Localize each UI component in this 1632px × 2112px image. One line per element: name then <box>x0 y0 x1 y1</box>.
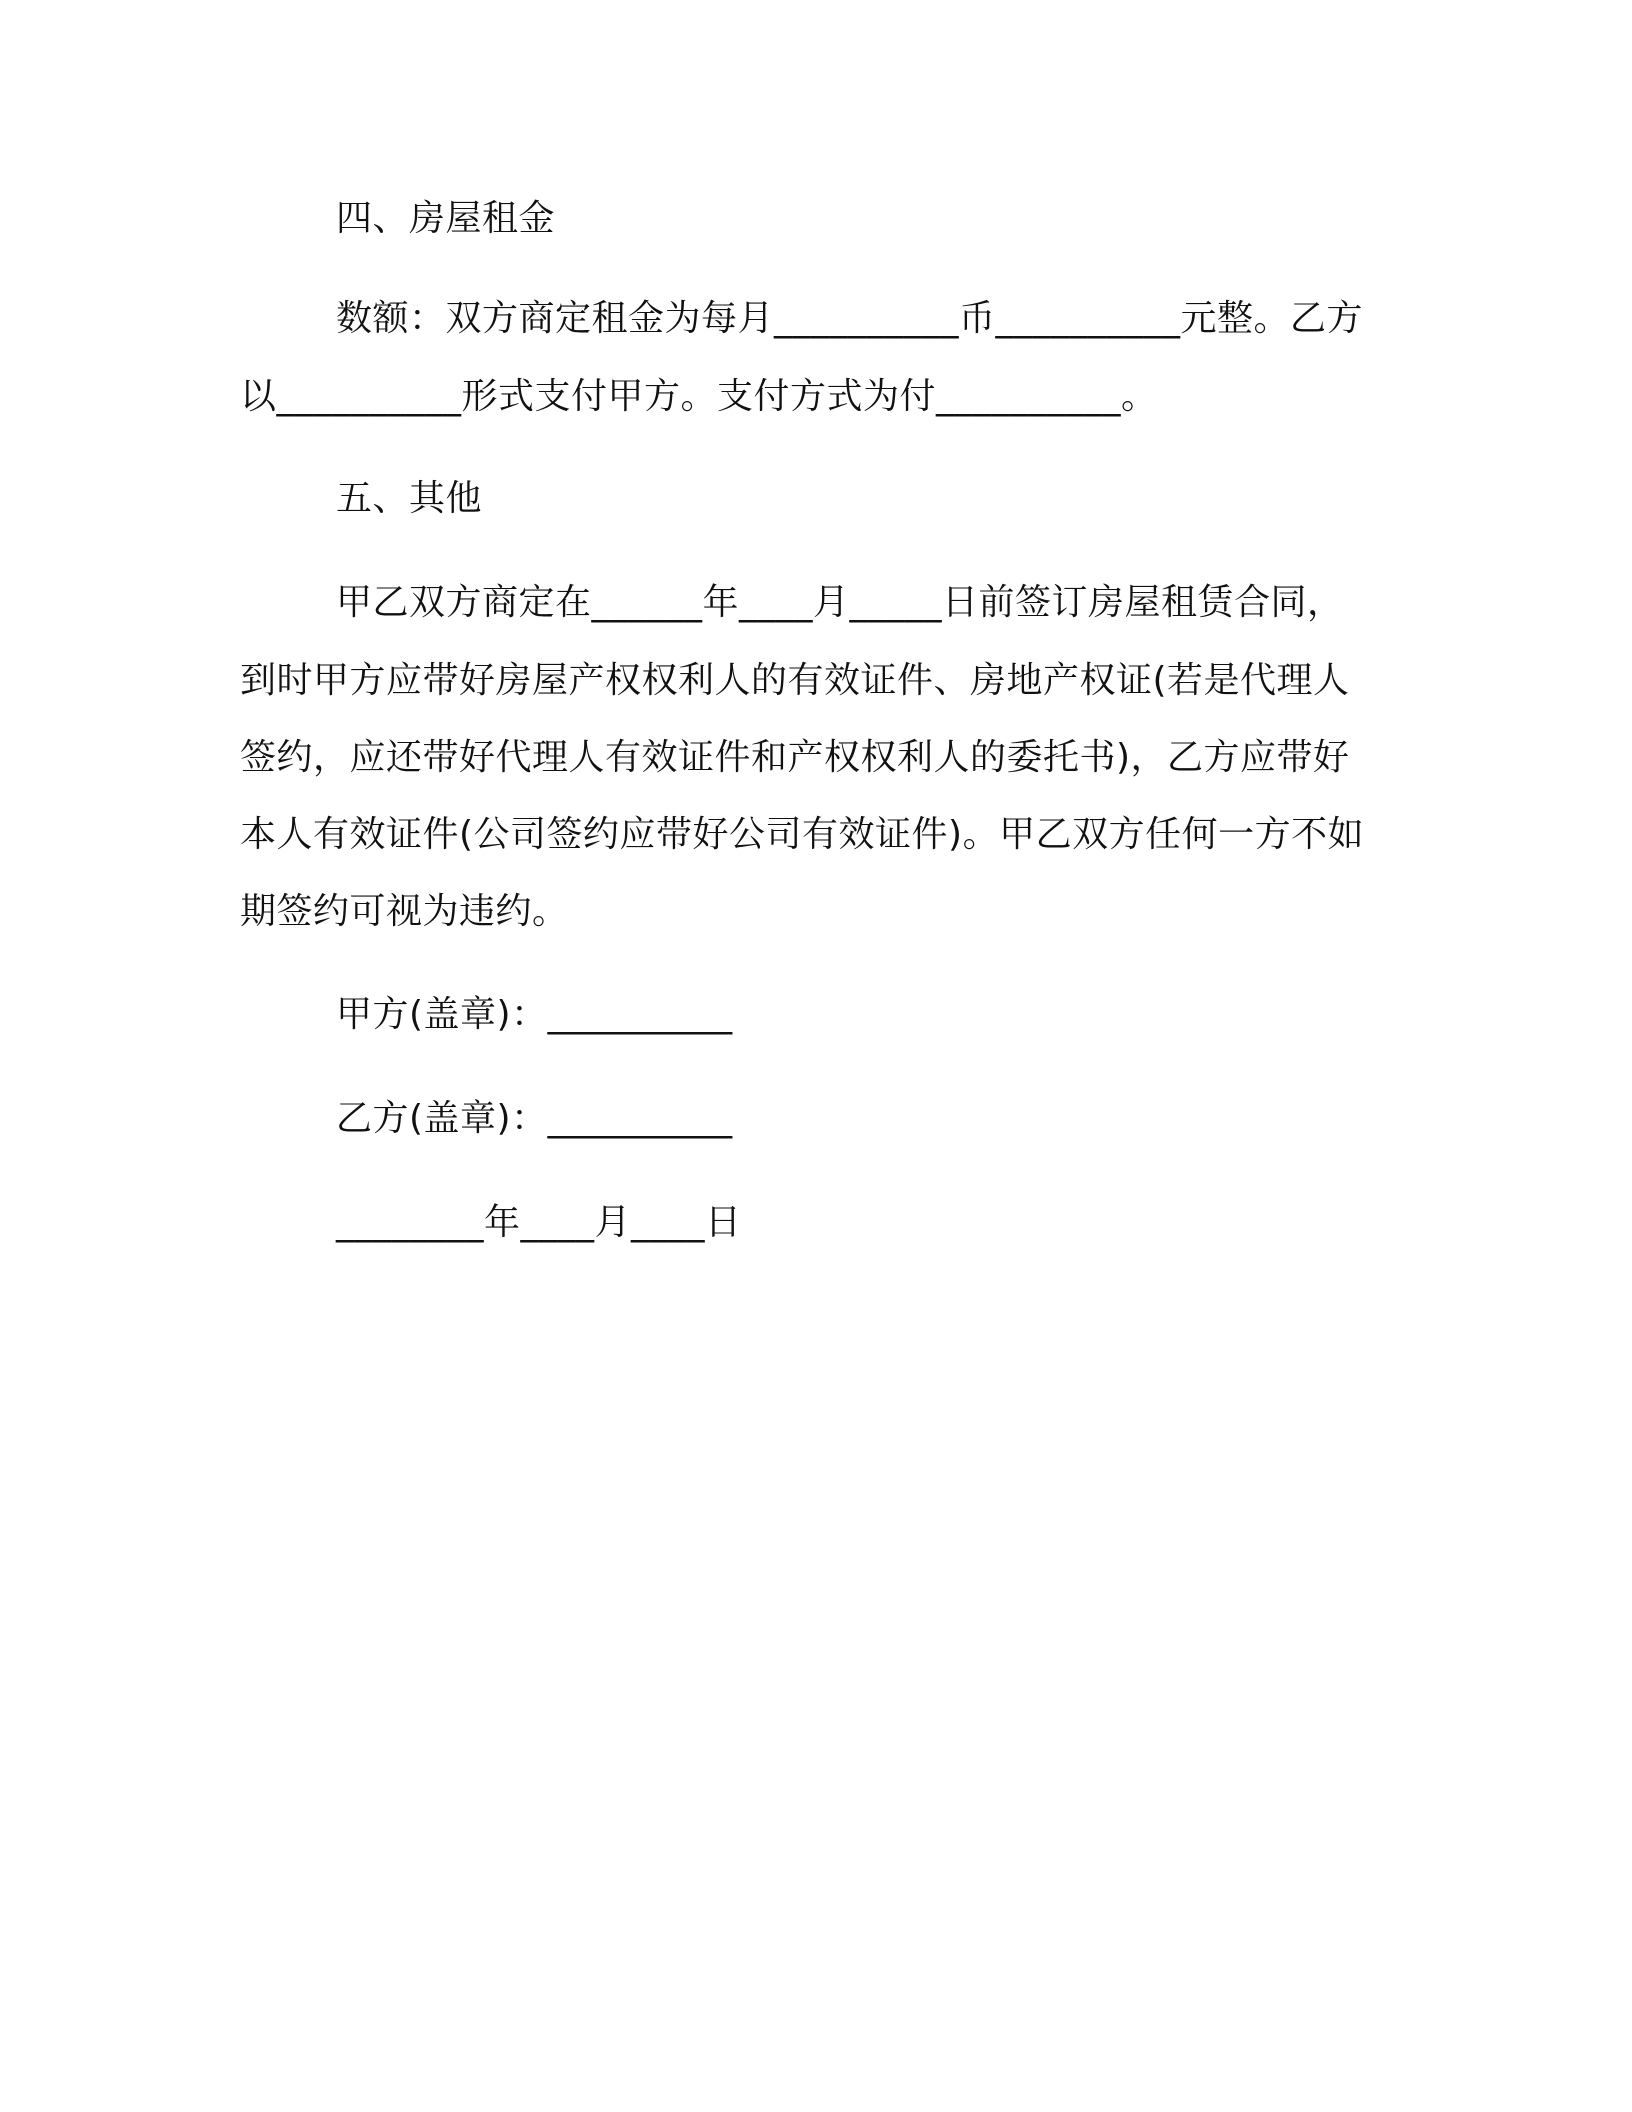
party-b-signature: 乙方(盖章)：__________ <box>336 1098 733 1139</box>
rent-amount-line-2: 以__________形式支付甲方。支付方式为付__________。 <box>240 376 1158 417</box>
other-paragraph-line-3: 签约，应还带好代理人有效证件和产权权利人的委托书)，乙方应带好 <box>240 737 1350 778</box>
rent-amount-line-1: 数额：双方商定租金为每月__________币__________元整。乙方 <box>336 298 1364 339</box>
other-paragraph-line-1: 甲乙双方商定在______年____月_____日前签订房屋租赁合同， <box>336 582 1344 623</box>
other-paragraph-line-2: 到时甲方应带好房屋产权权利人的有效证件、房地产权证(若是代理人 <box>240 660 1350 701</box>
other-paragraph-line-5: 期签约可视为违约。 <box>240 891 569 932</box>
other-paragraph-line-4: 本人有效证件(公司签约应带好公司有效证件)。甲乙双方任何一方不如 <box>240 814 1365 855</box>
signature-date: ________年____月____日 <box>336 1202 742 1243</box>
party-a-signature: 甲方(盖章)：__________ <box>336 994 733 1035</box>
section-five-heading: 五、其他 <box>336 478 483 519</box>
section-four-heading: 四、房屋租金 <box>336 198 556 239</box>
